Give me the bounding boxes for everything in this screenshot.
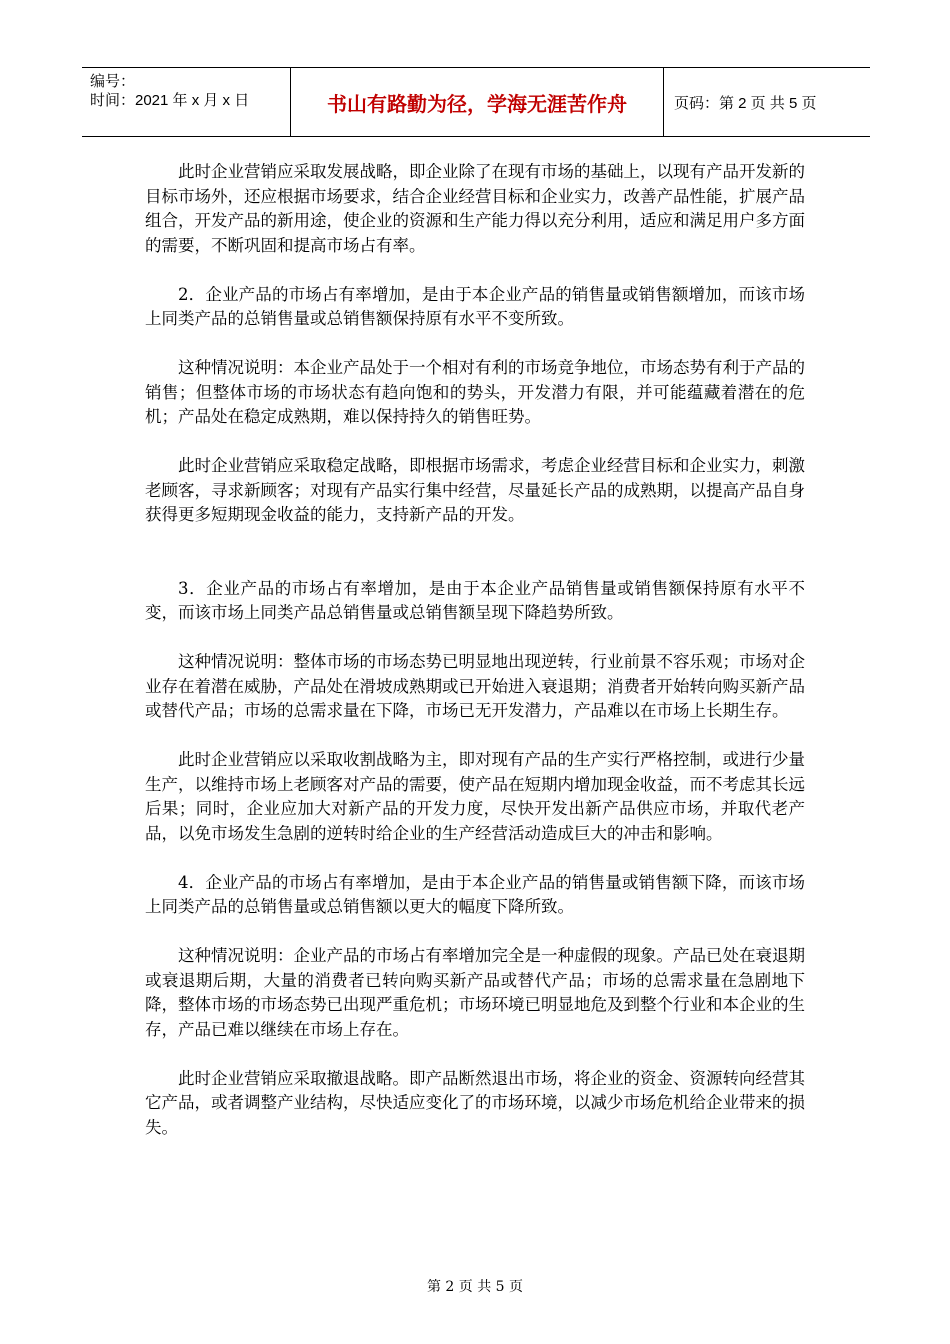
- paragraph: 2．企业产品的市场占有率增加，是由于本企业产品的销售量或销售额增加，而该市场上同类产品的总销售量或总销售额保持原有水平不变所致。: [145, 284, 805, 328]
- paragraph: 3．企业产品的市场占有率增加，是由于本企业产品销售量或销售额保持原有水平不变，而该市场上同类产品总销售量或总销售额呈现下降趋势所致。: [145, 578, 805, 622]
- page-footer: 第 2 页 共 5 页: [426, 1279, 524, 1295]
- document-body: [145, 160, 805, 1165]
- paragraph: 4．企业产品的市场占有率增加，是由于本企业产品的销售量或销售额下降，而该市场上同类产品的总销售量或总销售额以更大的幅度下降所致。: [145, 872, 805, 916]
- paragraph: 这种情况说明：企业产品的市场占有率增加完全是一种虚假的现象。产品已处在衰退期或衰退期后期，大量的消费者已转向购买新产品或替代产品；市场的总需求量在急剧地下降，整体市场的市场态势已出现严重危机；市场环境已明显地危及到整个行业和本企业的生存，产品已难以继续在市场上存在。: [145, 946, 805, 1039]
- paragraph: 此时企业营销应以采取收割战略为主，即对现有产品的生产实行严格控制，或进行少量生产，以维持市场上老顾客对产品的需要，使产品在短期内增加现金收益，而不考虑其长远后果；同时，企业应加大对新产品的开发力度，尽快开发出新产品供应市场，并取代老产品，以免市场发生急剧的逆转时给企业的生产经营活动造成巨大的冲击和影响。: [145, 750, 805, 843]
- paragraph: 此时企业营销应采取稳定战略，即根据市场需求，考虑企业经营目标和企业实力，刺激老顾客，寻求新顾客；对现有产品实行集中经营，尽量延长产品的成熟期，以提高产品自身获得更多短期现金收益的能力，支持新产品的开发。: [145, 456, 805, 524]
- page-header: [82, 67, 870, 137]
- paragraph: 此时企业营销应采取发展战略，即企业除了在现有市场的基础上，以现有产品开发新的目标市场外，还应根据市场要求，结合企业经营目标和企业实力，改善产品性能，扩展产品组合，开发产品的新用途，使企业的资源和生产能力得以充分利用，适应和满足用户多方面的需要，不断巩固和提高市场占有率。: [145, 162, 805, 255]
- paragraph: 此时企业营销应采取撤退战略。即产品断然退出市场，将企业的资金、资源转向经营其它产品，或者调整产业结构，尽快适应变化了的市场环境，以减少市场危机给企业带来的损失。: [145, 1068, 805, 1137]
- paragraph: 这种情况说明：整体市场的市场态势已明显地出现逆转，行业前景不容乐观；市场对企业存在着潜在威胁，产品处在滑坡成熟期或已开始进入衰退期；消费者开始转向购买新产品或替代产品；市场的总需求量在下降，市场已无开发潜力，产品难以在市场上长期生存。: [145, 652, 805, 720]
- header-page-number: 页码：第 2 页 共 5 页: [674, 94, 817, 112]
- header-meta: [82, 68, 291, 136]
- document-date-label: 时间：2021 年 x 月 x 日: [90, 92, 250, 109]
- header-motto: 书山有路勤为径，学海无涯苦作舟: [291, 68, 664, 136]
- paragraph: 这种情况说明：本企业产品处于一个相对有利的市场竞争地位，市场态势有利于产品的销售；但整体市场的市场状态有趋向饱和的势头，开发潜力有限，并可能蕴藏着潜在的危机；产品处在稳定成熟期，难以保持持久的销售旺势。: [145, 358, 805, 426]
- document-number-label: 编号：: [90, 73, 136, 90]
